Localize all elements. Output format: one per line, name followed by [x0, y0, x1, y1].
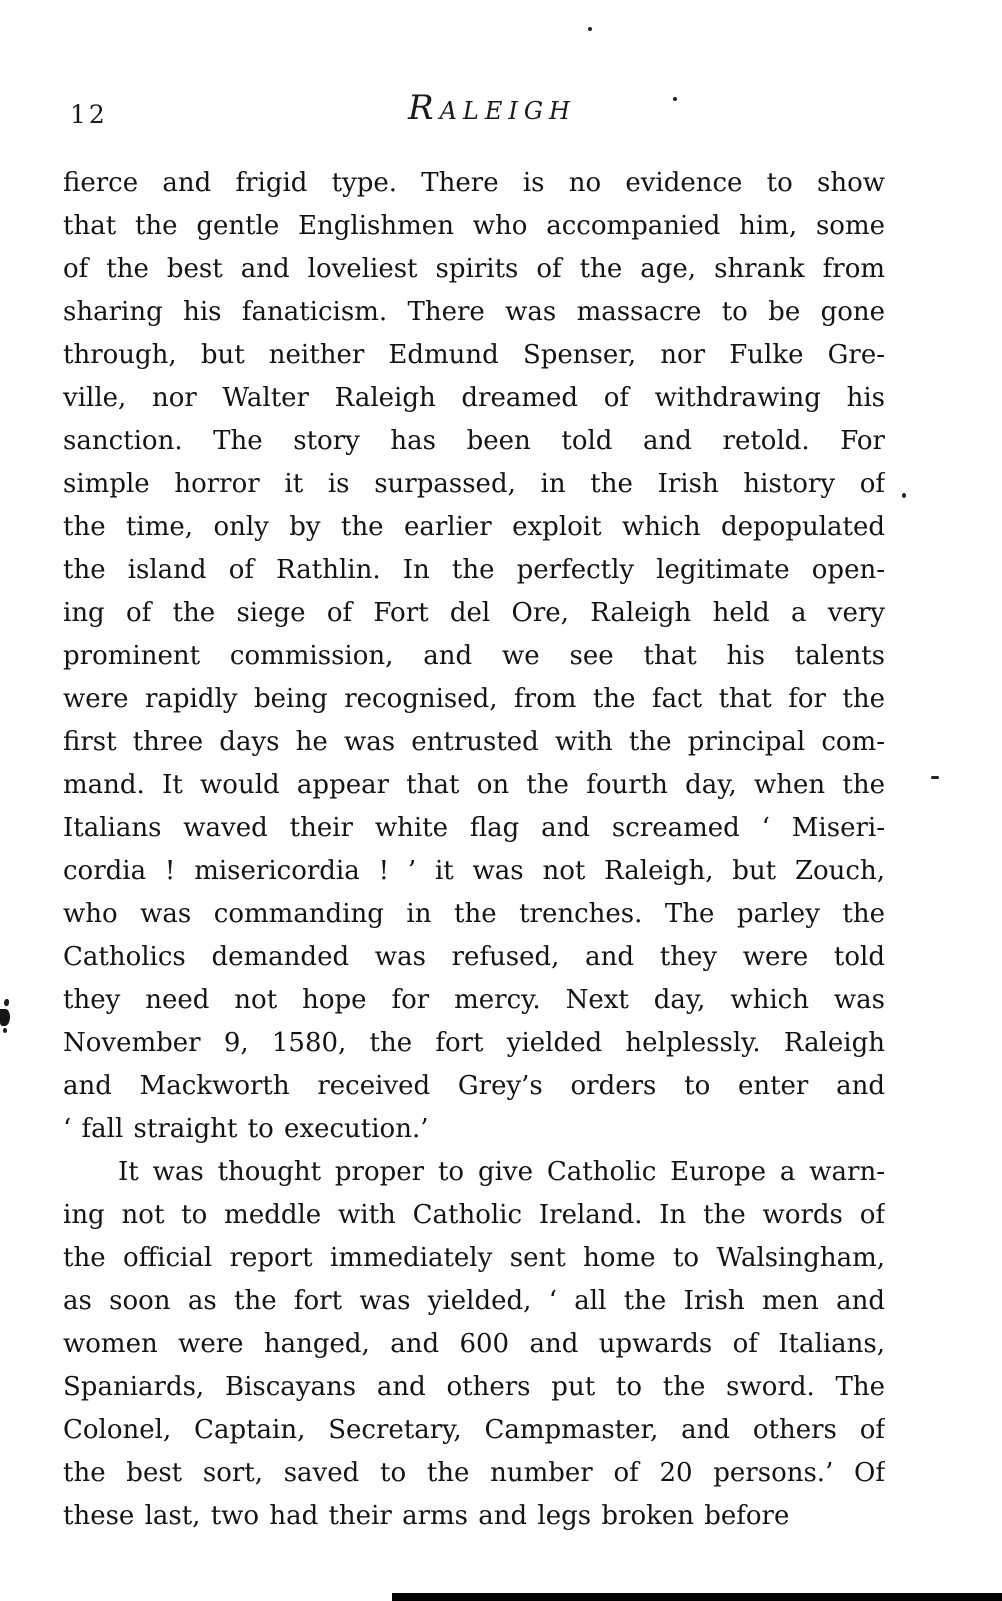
text-line: through, but neither Edmund Spenser, nor Fulke Gre-: [63, 340, 885, 370]
text-line: ing not to meddle with Catholic Ireland. In the words of: [63, 1200, 885, 1230]
text-line: sharing his fanaticism. There was massacre to be gone: [63, 297, 885, 327]
text-line: sanction. The story has been told and retold. For: [63, 426, 885, 456]
ink-speck: [931, 776, 939, 779]
text-line: the best sort, saved to the number of 20 persons.’ Of: [63, 1458, 885, 1488]
text-line: the official report immediately sent home to Walsingham,: [63, 1243, 885, 1273]
text-line: who was commanding in the trenches. The parley the: [63, 899, 885, 929]
ink-blot: [4, 999, 9, 1006]
text-line: were rapidly being recognised, from the fact that for the: [63, 684, 885, 714]
page-number: 12: [70, 100, 108, 129]
text-line: and Mackworth received Grey’s orders to enter and: [63, 1071, 885, 1101]
text-line: Catholics demanded was refused, and they were told: [63, 942, 885, 972]
text-line: cordia ! misericordia ! ’ it was not Raleigh, but Zouch,: [63, 856, 885, 886]
text-line: mand. It would appear that on the fourth day, when the: [63, 770, 885, 800]
text-line: as soon as the fort was yielded, ‘ all the Irish men and: [63, 1286, 885, 1316]
text-line: that the gentle Englishmen who accompanied him, some: [63, 211, 885, 241]
ink-blot: [3, 1028, 7, 1033]
text-line: the time, only by the earlier exploit which depopulated: [63, 512, 885, 542]
text-line: prominent commission, and we see that his talents: [63, 641, 885, 671]
running-head-title: Raleigh: [408, 88, 576, 128]
text-line: first three days he was entrusted with the principal com-: [63, 727, 885, 757]
ink-speck: [902, 493, 906, 498]
text-line: the island of Rathlin. In the perfectly legitimate open-: [63, 555, 885, 585]
scan-edge-artifact: [392, 1593, 1002, 1601]
text-line: these last, two had their arms and legs broken before: [63, 1501, 790, 1531]
text-line: ‘ fall straight to execution.’: [63, 1114, 429, 1144]
text-line: they need not hope for mercy. Next day, which was: [63, 985, 885, 1015]
ink-blot: [0, 1009, 10, 1026]
ink-speck: [588, 27, 592, 31]
text-line: of the best and loveliest spirits of the age, shrank from: [63, 254, 885, 284]
text-line: simple horror it is surpassed, in the Irish history of: [63, 469, 885, 499]
text-line: ville, nor Walter Raleigh dreamed of withdrawing his: [63, 383, 885, 413]
ink-speck: [673, 97, 677, 101]
text-line: Italians waved their white flag and screamed ‘ Miseri-: [63, 813, 885, 843]
text-line: women were hanged, and 600 and upwards of Italians,: [63, 1329, 885, 1359]
text-line: It was thought proper to give Catholic Europe a warn-: [118, 1157, 885, 1187]
text-line: fierce and frigid type. There is no evidence to show: [63, 168, 885, 198]
text-line: November 9, 1580, the fort yielded helplessly. Raleigh: [63, 1028, 885, 1058]
text-line: ing of the siege of Fort del Ore, Raleigh held a very: [63, 598, 885, 628]
text-line: Colonel, Captain, Secretary, Campmaster, and others of: [63, 1415, 885, 1445]
text-block: [63, 162, 885, 1538]
text-line: Spaniards, Biscayans and others put to the sword. The: [63, 1372, 885, 1402]
